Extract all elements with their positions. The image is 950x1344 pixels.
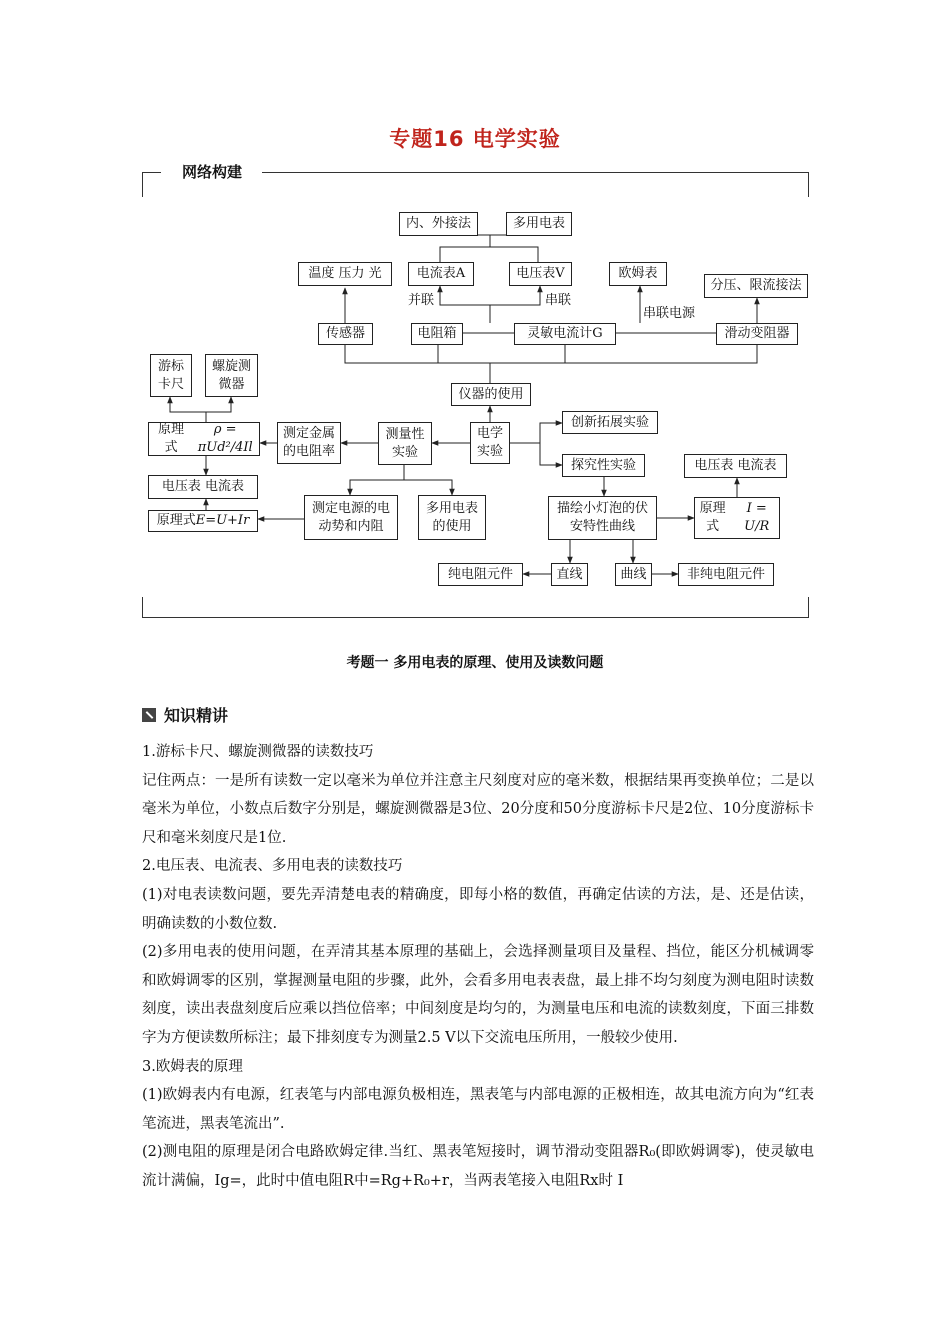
node-emf-formula: 原理式 E=U+Ir — [148, 510, 258, 532]
paragraph: (2)测电阻的原理是闭合电路欧姆定律.当红、黑表笔短接时，调节滑动变阻器R₀(即欧姆调零)，使灵敏电流计满偏，Ig=，此时中值电阻R中=Rg+R₀+r，当两表笔接入电阻Rx时 I — [142, 1144, 814, 1189]
node-divider-limiter: 分压、限流接法 — [704, 274, 808, 298]
node-multimeter-use: 多用电表 的使用 — [418, 495, 486, 540]
node-voltmeter-ammeter-left: 电压表 电流表 — [148, 475, 258, 499]
node-rheostat: 滑动变阻器 — [716, 323, 798, 345]
paragraph: 2.电压表、电流表、多用电表的读数技巧 — [142, 858, 403, 875]
paragraph: 1.游标卡尺、螺旋测微器的读数技巧 — [142, 744, 374, 760]
node-micrometer: 螺旋测 微器 — [205, 354, 258, 397]
node-straight-line: 直线 — [551, 563, 588, 586]
node-measurement-exp: 测量性 实验 — [378, 422, 432, 465]
section-title: 知识精讲 — [164, 706, 229, 725]
node-galvanometer: 灵敏电流计G — [514, 323, 616, 345]
topic-subtitle: 考题一 多用电表的原理、使用及读数问题 — [346, 655, 604, 671]
label-parallel: 并联 — [408, 293, 435, 308]
paragraph: 记住两点：一是所有读数一定以毫米为单位并注意主尺刻度对应的毫米数，根据结果再变换单位；二是以毫米为单位，小数点后数字分别是，螺旋测微器是3位、20分度和50分度游标卡尺是2位、10分度游标卡尺和毫米刻度尺是1位. — [142, 772, 814, 846]
node-voltmeter: 电压表V — [509, 262, 572, 286]
paragraph: 3.欧姆表的原理 — [142, 1058, 243, 1075]
paragraph: (1)欧姆表内有电源，红表笔与内部电源负极相连，黑表笔与内部电源的正极相连，故其电流方向为“红表笔流进，黑表笔流出”. — [142, 1087, 814, 1132]
node-voltmeter-ammeter-right: 电压表 电流表 — [684, 454, 787, 478]
node-pure-resistor: 纯电阻元件 — [438, 563, 523, 586]
node-inner-outer: 内、外接法 — [399, 212, 478, 236]
node-resistivity-formula: 原理式 ρ = πUd²/4Il — [148, 422, 260, 456]
label-series-power: 串联电源 — [643, 306, 696, 321]
node-electric-exp: 电学 实验 — [470, 422, 510, 464]
section-header — [142, 703, 228, 726]
node-ohm-formula: 原理式 I = U/R — [694, 497, 780, 539]
node-inquiry-exp: 探究性实验 — [562, 454, 645, 477]
label-series: 串联 — [545, 293, 572, 308]
node-innovation-exp: 创新拓展实验 — [562, 411, 658, 434]
section-marker-icon — [142, 708, 156, 722]
body-text — [142, 738, 814, 1196]
paragraph: (1)对电表读数问题，要先弄清楚电表的精确度，即每小格的数值，再确定估读的方法，是、还是估读，明确读数的小数位数. — [142, 886, 814, 932]
node-vernier: 游标 卡尺 — [150, 354, 192, 397]
node-resistance-box: 电阻箱 — [411, 323, 463, 345]
node-instrument-use: 仪器的使用 — [451, 383, 531, 406]
node-ammeter: 电流表A — [408, 262, 474, 286]
node-temp-pressure-light: 温度 压力 光 — [298, 262, 392, 286]
node-curve: 曲线 — [615, 563, 652, 586]
node-sensor: 传感器 — [318, 323, 373, 345]
node-measure-resistivity: 测定金属 的电阻率 — [277, 422, 341, 464]
paragraph: (2)多用电表的使用问题，在弄清其基本原理的基础上，会选择测量项目及量程、挡位，能区分机械调零和欧姆调零的区别，掌握测量电阻的步骤，此外，会看多用电表表盘，最上排不均匀刻度为测电阻时读数刻度，读出表盘刻度后应乘以挡位倍率；中间刻度是均匀的，为测量电压和电流的读数刻度，下面三排数字为方便读数所标注；最下排刻度专为测量2.5 V以下交流电压所用，一般较少使用. — [142, 944, 814, 1046]
node-ohmmeter: 欧姆表 — [609, 262, 667, 286]
node-multimeter-top: 多用电表 — [506, 212, 572, 236]
node-bulb-curve: 描绘小灯泡的伏 安特性曲线 — [548, 496, 657, 540]
frame-label: 网络构建 — [178, 161, 246, 182]
node-non-pure-resistor: 非纯电阻元件 — [678, 563, 774, 586]
node-measure-emf: 测定电源的电 动势和内阻 — [304, 495, 398, 540]
page-title: 专题16 电学实验 — [389, 127, 561, 151]
